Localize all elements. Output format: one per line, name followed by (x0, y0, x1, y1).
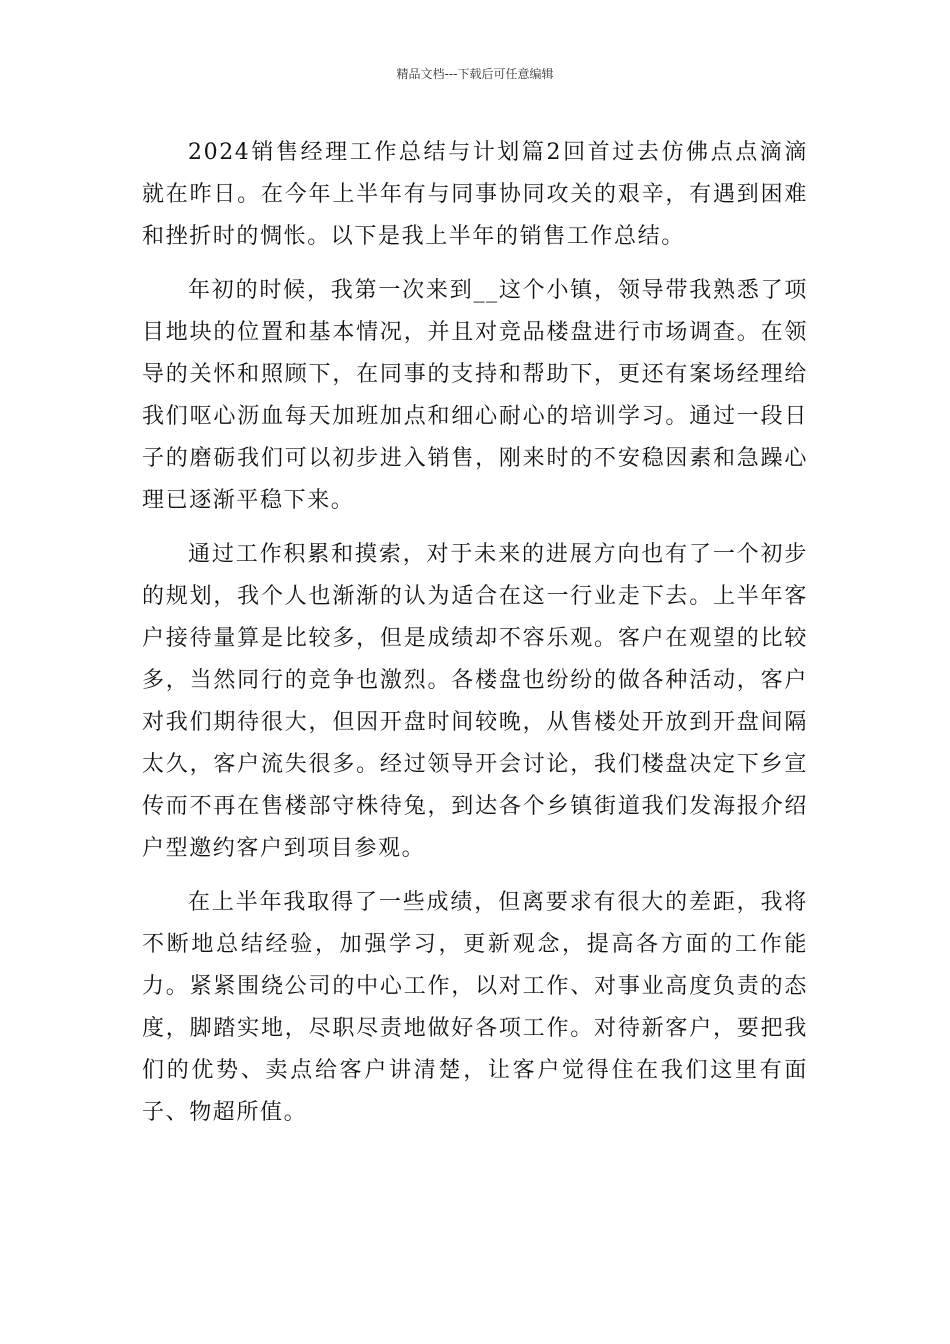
paragraph-2: 年初的时候，我第一次来到__这个小镇，领导带我熟悉了项目地块的位置和基本情况，并且对竞品楼盘进行市场调查。在领导的关怀和照顾下，在同事的支持和帮助下，更还有案场经理给我们呕心沥血每天加班加点和细心耐心的培训学习。通过一段日子的磨砺我们可以初步进入销售，刚来时的不安稳因素和急躁心理已逐渐平稳下来。 (142, 278, 808, 513)
paragraph-4: 在上半年我取得了一些成绩，但离要求有很大的差距，我将不断地总结经验，加强学习，更新观念，提高各方面的工作能力。紧紧围绕公司的中心工作，以对工作、对事业高度负责的态度，脚踏实地，尽职尽责地做好各项工作。对待新客户，要把我们的优势、卖点给客户讲清楚，让客户觉得住在我们这里有面子、物超所值。 (142, 890, 808, 1125)
paragraph-1: 2024销售经理工作总结与计划篇2回首过去仿佛点点滴滴就在昨日。在今年上半年有与同事协同攻关的艰辛，有遇到困难和挫折时的惆怅。以下是我上半年的销售工作总结。 (142, 140, 808, 249)
paragraph-3: 通过工作积累和摸索，对于未来的进展方向也有了一个初步的规划，我个人也渐渐的认为适合在这一行业走下去。上半年客户接待量算是比较多，但是成绩却不容乐观。客户在观望的比较多，当然同行的竞争也激烈。各楼盘也纷纷的做各种活动，客户对我们期待很大，但因开盘时间较晚，从售楼处开放到开盘间隔太久，客户流失很多。经过领导开会讨论，我们楼盘决定下乡宣传而不再在售楼部守株待兔，到达各个乡镇街道我们发海报介绍户型邀约客户到项目参观。 (142, 542, 808, 861)
document-body (142, 132, 808, 1146)
page-header: 精品文档---下载后可任意编辑 (396, 67, 554, 81)
